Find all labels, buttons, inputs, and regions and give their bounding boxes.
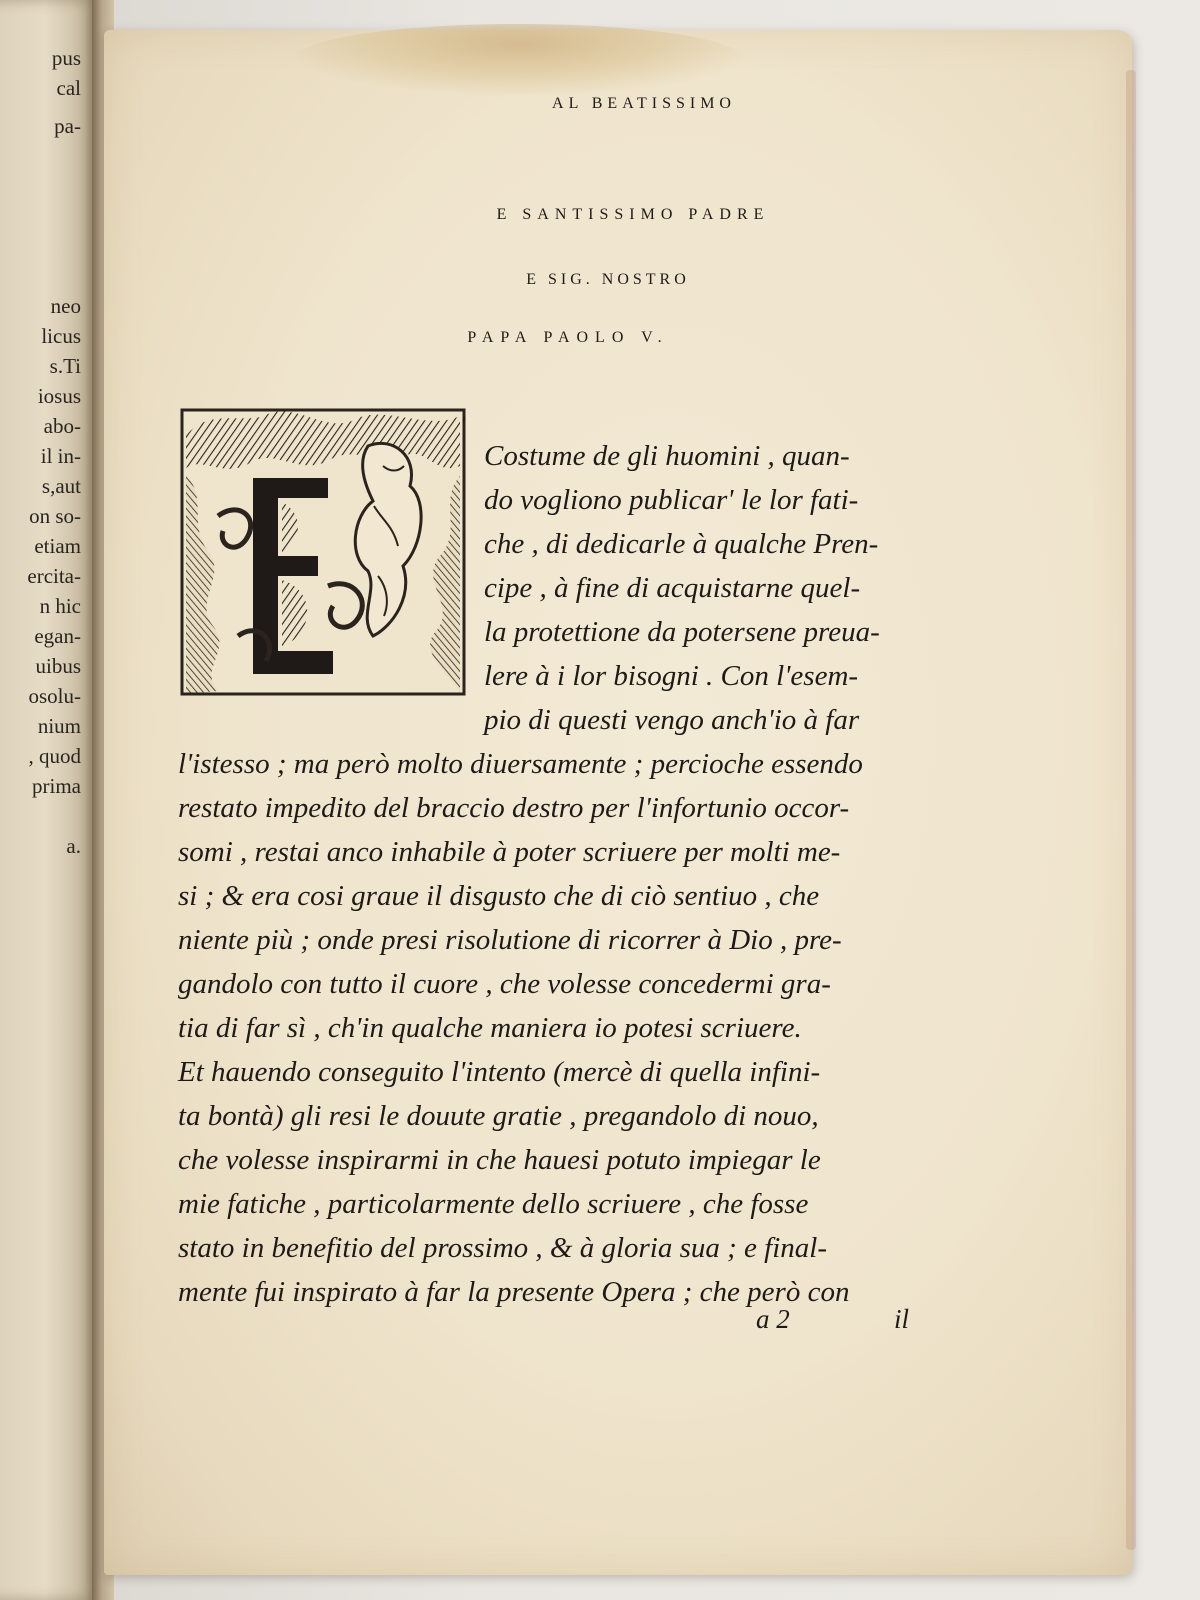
- left-fragment: etiam: [34, 534, 81, 558]
- body-line: l'istesso ; ma però molto diuersamente ; percioche essendo: [178, 748, 863, 780]
- heading-line-4: PAPA PAOLO V.: [467, 329, 669, 346]
- left-fragment: s.Ti: [49, 354, 81, 378]
- left-fragment: ercita-: [27, 564, 81, 588]
- left-fragment: iosus: [37, 384, 81, 408]
- left-fragment: on so-: [29, 504, 81, 528]
- water-stain: [294, 24, 744, 94]
- body-line: stato in benefitio del prossimo , & à gloria sua ; e final-: [178, 1232, 827, 1264]
- signature-mark: a 2: [756, 1304, 790, 1334]
- catchword: il: [894, 1304, 910, 1334]
- left-fragment: licus: [41, 324, 81, 348]
- left-fragment: egan-: [34, 624, 81, 648]
- body-line: mie fatiche , particolarmente dello scriuere , che fosse: [178, 1188, 809, 1220]
- heading-line-1: AL BEATISSIMO: [552, 95, 736, 112]
- body-line: somi , restai anco inhabile à poter scriuere per molti me-: [178, 836, 841, 868]
- left-fragment: a.: [66, 834, 81, 858]
- body-line: Costume de gli huomini , quan-: [484, 440, 850, 472]
- body-line: si ; & era cosi graue il disgusto che di ciò sentiuo , che: [178, 880, 820, 912]
- body-line: ta bontà) gli resi le douute gratie , pregandolo di nouo,: [178, 1100, 819, 1132]
- left-fragment: uibus: [35, 654, 81, 678]
- body-line: mente fui inspirato à far la presente Opera ; che però con: [178, 1276, 850, 1308]
- body-line: tia di far sì , ch'in qualche maniera io potesi scriuere.: [178, 1012, 802, 1044]
- left-fragment: s,aut: [41, 474, 81, 498]
- left-fragment: abo-: [43, 414, 81, 438]
- left-fragment: nium: [37, 714, 81, 738]
- body-line: restato impedito del braccio destro per l'infortunio occor-: [178, 792, 850, 824]
- body-line: lere à i lor bisogni . Con l'esem-: [484, 660, 859, 692]
- body-line: niente più ; onde presi risolutione di ricorrer à Dio , pre-: [178, 924, 842, 956]
- left-fragment: neo: [50, 294, 81, 318]
- body-line: Et hauendo conseguito l'intento (mercè di quella infini-: [178, 1056, 821, 1088]
- left-fragment: pa-: [54, 114, 81, 138]
- page-edge: [1126, 70, 1136, 1550]
- body-line: che volesse inspirarmi in che hauesi potuto impiegar le: [178, 1144, 821, 1176]
- left-fragment: il in-: [40, 444, 81, 468]
- woodcut-initial-icon: [178, 406, 468, 698]
- body-line: gandolo con tutto il cuore , che volesse concedermi gra-: [178, 968, 831, 1000]
- left-fragment: cal: [56, 76, 81, 100]
- left-fragment: n hic: [39, 594, 81, 618]
- left-fragment: osolu-: [28, 684, 81, 708]
- body-line: pio di questi vengo anch'io à far: [484, 704, 860, 736]
- left-fragment: prima: [32, 774, 81, 798]
- book-page: [104, 30, 1132, 1575]
- left-fragment: pus: [51, 46, 81, 70]
- heading-line-2: E SANTISSIMO PADRE: [496, 206, 770, 223]
- initial-apostrophe: ': [460, 413, 466, 439]
- body-line: cipe , à fine di acquistarne quel-: [484, 572, 861, 604]
- body-line: che , di dedicarle à qualche Pren-: [484, 528, 879, 560]
- heading-line-3: E SIG. NOSTRO: [526, 271, 690, 288]
- body-line: la protettione da potersene preua-: [484, 616, 880, 648]
- left-fragment: , quod: [28, 744, 81, 768]
- body-line: do vogliono publicar' le lor fati-: [484, 484, 859, 516]
- left-facing-page: [0, 0, 95, 1600]
